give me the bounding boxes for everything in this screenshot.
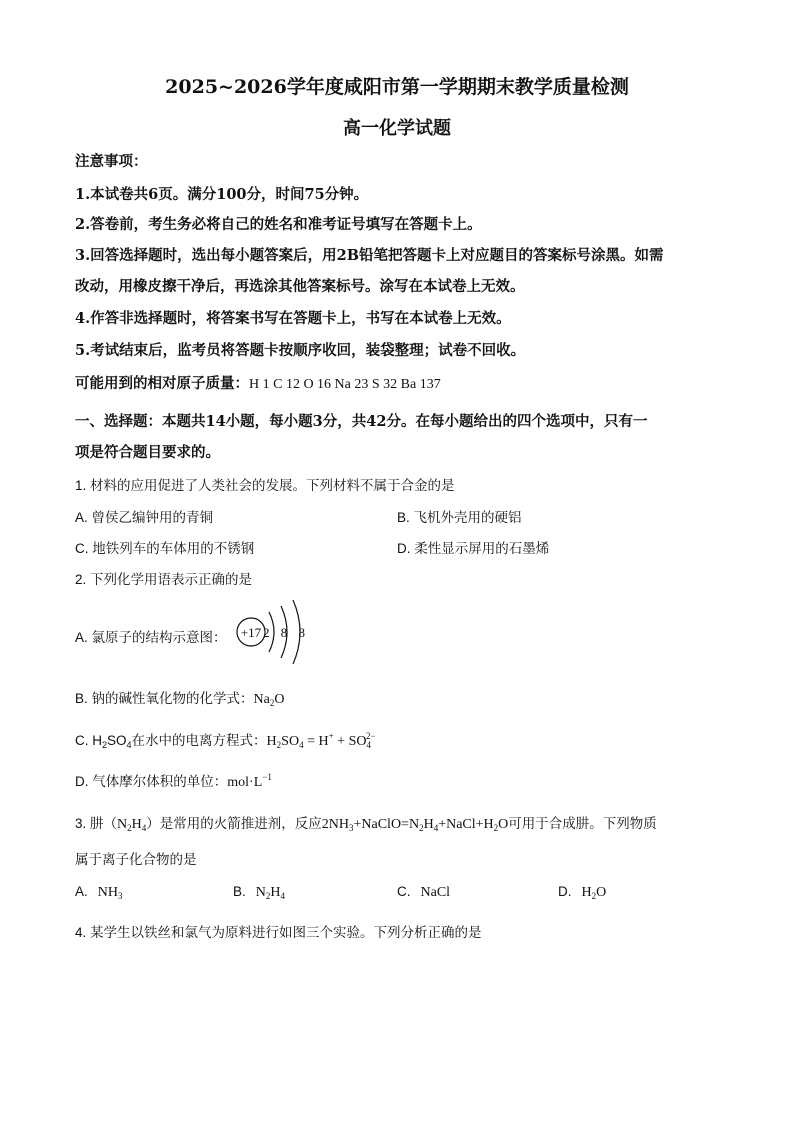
reaction-equation: $2NH_3+NaClO=N_2H_4+NaCl+H_2O$ <box>321 817 509 833</box>
q3-option-d <box>558 884 606 901</box>
q3-option-a <box>75 884 123 901</box>
ionization-equation: $H_2SO_4 = H^+ + SO_4^{2-}$ <box>266 731 376 750</box>
formula-n2h4: $N_2H_4$ <box>255 885 286 901</box>
q3-stem-part: 可用于合成肼。下列物质 <box>508 816 657 831</box>
notice-item: 改动，用橡皮擦干净后，再选涂其他答案标号。涂写在本试卷上无效。 <box>75 278 525 295</box>
formula-nh3: $NH_3$ <box>97 885 123 901</box>
q3-option-b <box>233 884 285 901</box>
option-letter: B. <box>233 884 246 899</box>
question-1-stem: 1. 材料的应用促进了人类社会的发展。下列材料不属于合金的是 <box>75 478 455 493</box>
exam-subtitle: 高一化学试题 <box>343 118 451 139</box>
q3-stem-part: 3. 肼（ <box>75 816 118 831</box>
section-heading: 一、选择题：本题共14小题，每小题3分，共42分。在每小题给出的四个选项中，只有一 <box>75 413 648 430</box>
q2-c-part: 在水中的电离方程式： <box>131 733 267 748</box>
question-3-stem <box>75 812 657 833</box>
question-3-stem-line2: 属于离子化合物的是 <box>75 852 197 867</box>
q2-c-sub: 2 <box>102 740 108 750</box>
q3-option-c <box>397 884 450 901</box>
formula-n2h4: $N_2H_4$ <box>117 817 147 833</box>
q2-option-d <box>75 770 272 791</box>
nucleus-charge: +17 <box>240 625 262 640</box>
q2-option-b <box>75 687 284 708</box>
electron-counts: 2 8 8 <box>263 625 309 640</box>
chlorine-atom-structure-diagram <box>235 598 315 668</box>
q2-c-sub: 4 <box>126 740 132 750</box>
molar-volume-unit <box>227 772 272 790</box>
q2-c-part: C. H <box>75 733 102 748</box>
question-4-stem: 4. 某学生以铁丝和氯气为原料进行如图三个实验。下列分析正确的是 <box>75 925 482 940</box>
exam-title: 2025~2026学年度咸阳市第一学期期末教学质量检测 <box>165 76 629 98</box>
q1-option-d: D. 柔性显示屏用的石墨烯 <box>397 541 550 556</box>
formula-nacl: NaCl <box>420 885 451 900</box>
atomic-mass-line <box>75 372 441 393</box>
notice-heading: 注意事项： <box>75 153 148 170</box>
unit-base: mol·L <box>227 775 263 790</box>
notice-item: 5.考试结束后，监考员将答题卡按顺序收回，装袋整理；试卷不回收。 <box>75 342 526 359</box>
formula-h2o: $H_2O$ <box>581 885 607 901</box>
atomic-mass-label: 可能用到的相对原子质量： <box>75 375 249 392</box>
notice-item: 2.答卷前，考生务必将自己的姓名和准考证号填写在答题卡上。 <box>75 216 482 233</box>
q2-option-c <box>75 729 376 750</box>
option-letter: A. <box>75 884 88 899</box>
notice-item: 1.本试卷共6页。满分100分，时间75分钟。 <box>75 186 369 203</box>
q2-option-a: A. 氯原子的结构示意图： <box>75 630 227 645</box>
q2-option-b-text: B. 钠的碱性氧化物的化学式： <box>75 691 254 706</box>
option-letter: C. <box>397 884 411 899</box>
notice-item: 4.作答非选择题时，将答案书写在答题卡上，书写在本试卷上无效。 <box>75 310 511 327</box>
q2-option-d-text: D. 气体摩尔体积的单位： <box>75 774 228 789</box>
formula-na2o: $Na_2O$ <box>253 692 285 708</box>
unit-exponent: −1 <box>262 772 272 782</box>
q1-option-c: C. 地铁列车的车体用的不锈钢 <box>75 541 255 556</box>
atomic-mass-values: H 1 C 12 O 16 Na 23 S 32 Ba 137 <box>249 377 441 392</box>
section-heading-cont: 项是符合题目要求的。 <box>75 444 220 461</box>
question-2-stem: 2. 下列化学用语表示正确的是 <box>75 572 253 587</box>
q2-c-part: SO <box>107 733 127 748</box>
notice-item: 3.回答选择题时，选出每小题答案后，用2B铅笔把答题卡上对应题目的答案标号涂黑。如需 <box>75 247 664 264</box>
q1-option-b: B. 飞机外壳用的硬铝 <box>397 510 522 525</box>
q3-stem-part: ）是常用的火箭推进剂，反应 <box>146 816 322 831</box>
q1-option-a: A. 曾侯乙编钟用的青铜 <box>75 510 214 525</box>
option-letter: D. <box>558 884 572 899</box>
